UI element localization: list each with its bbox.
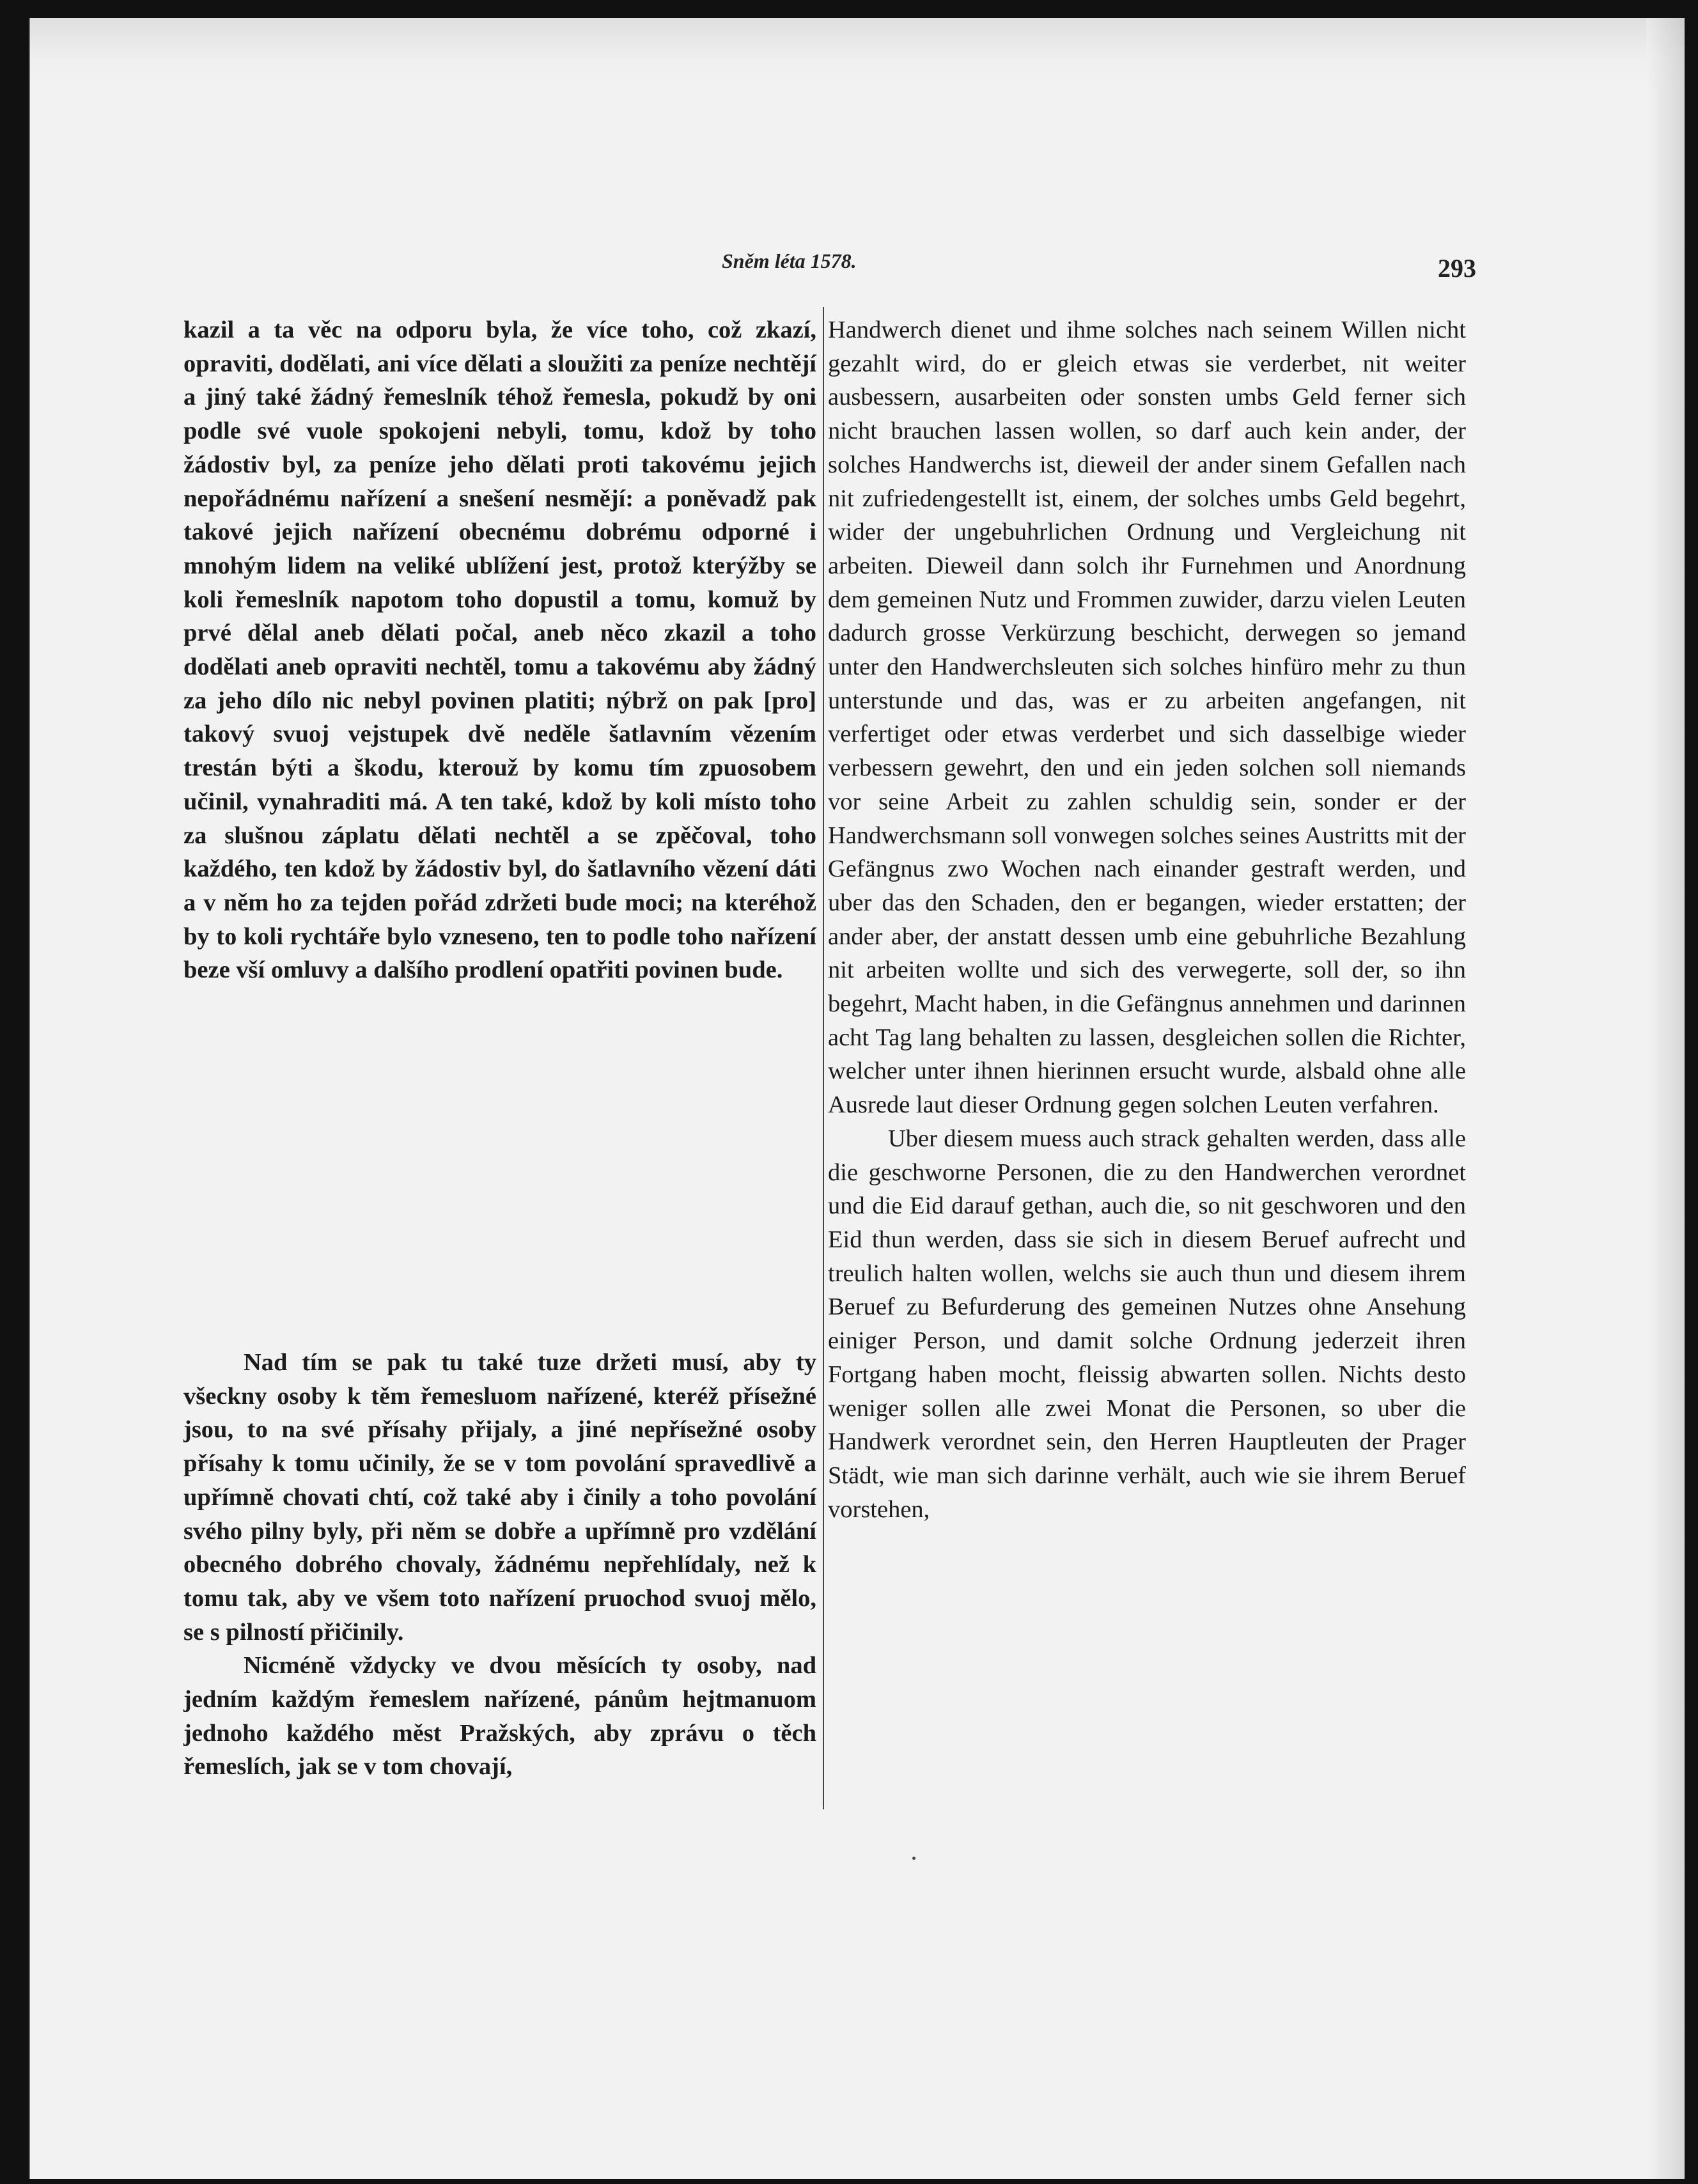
running-head: Sněm léta 1578. (722, 249, 857, 272)
german-paragraph-1: Handwerch dienet und ihme solches nach seinem Willen nicht gezahlt wird, do er gleich etwas sie verderbet, nit weiter ausbessern, ausarbeiten oder sonsten umbs Geld ferner sich nicht brauchen lassen wollen, so darf auch kein ander, der solches Handwerchs ist, dieweil der ander sinem Gefallen nach nit zufriedengestellt ist, einem, der solches umbs Geld begehrt, wider der ungebuhrlichen Ordnung und Vergleichung nit arbeiten. Dieweil dann solch ihr Furnehmen und Anordnung dem gemeinen Nutz und Frommen zuwider, darzu vielen Leuten dadurch grosse Verkürzung beschicht, derwegen so jemand unter den Handwerchsleuten sich solches hinfüro mehr zu thun unterstunde und das, was er zu arbeiten angefangen, nit verfertiget oder etwas verderbet und sich dasselbige wieder verbessern gewehrt, den und ein jeden solchen soll niemands vor seine Arbeit zu zahlen schuldig sein, sonder er der Handwerchsmann soll vonwegen solches seines Austritts mit der Gefängnus zwo Wochen nach einander gestraft werden, und uber das den Schaden, den er begangen, wieder erstatten; der ander aber, der anstatt dessen umb eine gebuhrliche Bezahlung nit arbeiten wollte und sich des verwegerte, soll der, so ihn begehrt, Macht haben, in die Gefängnus annehmen und darinnen acht Tag lang behalten zu lassen, desgleichen sollen die Richter, welcher unter ihnen hierinnen ersucht wurde, alsbald ohne alle Ausrede laut dieser Ordnung gegen solchen Leuten verfahren. (828, 316, 1466, 1119)
right-column-german (828, 313, 1466, 1526)
czech-paragraph-3: Nicméně vždycky ve dvou měsících ty osoby, nad jedním každým řemeslem nařízené, pánům hejtmanuom jednoho každého měst Pražských, aby zprávu o těch řemeslích, jak se v tom chovají, (183, 1652, 816, 1781)
left-column-czech (183, 313, 816, 987)
left-column-czech-lower (183, 1346, 816, 1784)
page-number: 293 (1438, 254, 1476, 283)
german-paragraph-2: Uber diesem muess auch strack gehalten werden, dass alle die geschworne Personen, die zu den Handwerchen verordnet und die Eid darauf gethan, auch die, so nit geschworen und den Eid thun werden, dass sie sich in diesem Beruef aufrecht und treulich halten wollen, welchs sie auch thun und diesem ihrem Beruef zu Befurderung des gemeinen Nutzes ohne Ansehung einiger Person, und damit solche Ordnung jederzeit ihren Fortgang haben mocht, fleissig abwarten sollen. Nichts desto weniger sollen alle zwei Monat die Personen, so uber die Handwerk verordnet sein, den Herren Hauptleuten der Prager Städt, wie man sich darinne verhält, auch wie sie ihrem Beruef vorstehen, (828, 1125, 1466, 1523)
scan-shadow-right (1646, 18, 1685, 2179)
czech-paragraph-1: kazil a ta věc na odporu byla, že více toho, což zkazí, opraviti, dodělati, ani více dělati a sloužiti za peníze nechtějí a jiný také žádný řemeslník téhož řemesla, pokudž by oni podle své vuole spokojeni nebyli, tomu, kdož by toho žádostiv byl, za peníze jeho dělati proti takovému jejich nepořádnému nařízení a snešení nesmějí: a poněvadž pak takové jejich nařízení obecnému dobrému odporné i mnohým lidem na veliké ublížení jest, protož kterýžby se koli řemeslník napotom toho dopustil a tomu, komuž by prvé dělal aneb dělati počal, aneb něco zkazil a toho dodělati aneb opraviti nechtěl, tomu a takovému aby žádný za jeho dílo nic nebyl povinen platiti; nýbrž on pak [pro] takový svuoj vejstupek dvě neděle šatlavním vězením trestán býti a škodu, kterouž by komu tím zpuosobem učinil, vynahraditi má. A ten také, kdož by koli místo toho za slušnou záplatu dělati nechtěl a se zpěčoval, toho každého, ten kdož by žádostiv byl, do šatlavního vězení dáti a v něm ho za tejden pořád zdržeti bude moci; na kteréhož by to koli rychtáře bylo vzneseno, ten to podle toho nařízení beze vší omluvy a dalšího prodlení opatřiti povinen bude. (183, 316, 816, 984)
czech-paragraph-2: Nad tím se pak tu také tuze držeti musí, aby ty všeckny osoby k těm řemesluom nařízené, kteréž přísežné jsou, to na své přísahy přijaly, a jiné nepřísežné osoby přísahy k tomu učinily, že se v tom povolání spravedlivě a upřímně chovati chtí, což také aby i činily a toho povolání svého pilny byly, při něm se dobře a upřímně pro vzdělání obecného dobrého chovaly, žádnému nepřehlídaly, než k tomu tak, aby ve všem toto nařízení pruochod svuoj mělo, se s pilností přičinily. (183, 1349, 816, 1646)
column-divider (823, 307, 824, 1809)
scan-speck (912, 1857, 915, 1860)
scanned-page (29, 18, 1685, 2179)
scan-shadow-top (30, 18, 1685, 88)
